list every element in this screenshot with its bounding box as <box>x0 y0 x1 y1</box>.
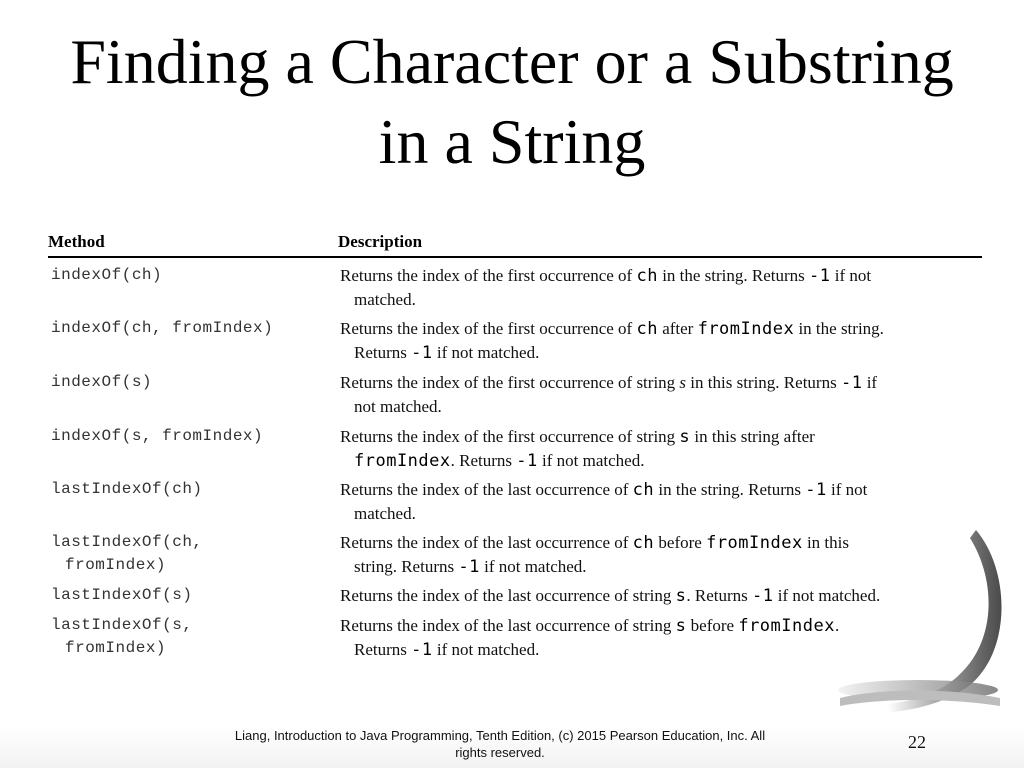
description-text: in this <box>802 533 849 552</box>
method-cell <box>48 614 338 662</box>
table-row <box>48 584 982 608</box>
description-cell <box>338 425 982 473</box>
description-cell <box>338 478 982 525</box>
inline-code: fromIndex <box>354 451 451 471</box>
inline-code: fromIndex <box>738 616 835 636</box>
description-line <box>338 555 982 579</box>
description-text: Returns the index of the first occurrence of string <box>340 373 680 392</box>
slide-title <box>0 22 1024 182</box>
method-signature: indexOf(ch, fromIndex) <box>51 319 274 337</box>
table-row <box>48 614 982 662</box>
description-text: if not matched. <box>773 586 881 605</box>
description-line <box>338 425 982 449</box>
description-text: Returns the index of the last occurrence of <box>340 480 633 499</box>
header-method: Method <box>48 232 105 251</box>
inline-code: -1 <box>411 343 433 363</box>
method-signature: lastIndexOf(s, <box>51 616 193 634</box>
description-line <box>338 317 982 341</box>
description-text: in the string. <box>794 319 884 338</box>
inline-code: ch <box>636 266 658 286</box>
description-text: in this string. Returns <box>686 373 841 392</box>
page-number: 22 <box>908 732 926 752</box>
title-line-1: Finding a Character or a Substring <box>70 26 954 97</box>
table-row <box>48 317 982 365</box>
description-text: in the string. Returns <box>657 266 810 285</box>
description-line <box>338 502 982 525</box>
table-row <box>48 425 982 473</box>
method-cell <box>48 584 338 608</box>
description-text: if not matched. <box>432 640 540 659</box>
description-text: . Returns <box>450 451 517 470</box>
description-text: in the string. Returns <box>654 480 806 499</box>
inline-code: fromIndex <box>706 533 803 553</box>
table-row <box>48 264 982 311</box>
table-header <box>48 224 982 258</box>
description-text: matched. <box>354 504 416 523</box>
description-cell <box>338 264 982 311</box>
method-signature: lastIndexOf(ch) <box>51 480 203 498</box>
description-text: Returns the index of the last occurrence of string <box>340 586 676 605</box>
description-cell <box>338 531 982 579</box>
description-text: if not matched. <box>479 557 587 576</box>
inline-code: fromIndex <box>697 319 795 339</box>
description-line <box>338 371 982 395</box>
description-line <box>338 264 982 288</box>
inline-code: -1 <box>411 640 433 660</box>
description-cell <box>338 371 982 418</box>
description-text: Returns <box>354 640 412 659</box>
description-text: matched. <box>354 290 416 309</box>
description-text: if not <box>830 266 872 285</box>
description-line <box>338 584 982 608</box>
description-text: if <box>862 373 878 392</box>
description-line <box>338 449 982 473</box>
table-row <box>48 531 982 579</box>
footer-line-2: rights reserved. <box>455 745 545 760</box>
description-text: Returns the index of the first occurrence of string <box>340 427 680 446</box>
description-text: not matched. <box>354 397 442 416</box>
title-line-2: in a String <box>378 106 646 177</box>
method-signature: lastIndexOf(s) <box>51 586 193 604</box>
description-line <box>338 478 982 502</box>
inline-code: -1 <box>805 480 827 500</box>
description-text: after <box>657 319 698 338</box>
description-text: string. Returns <box>354 557 459 576</box>
method-cell <box>48 317 338 365</box>
description-text: . Returns <box>686 586 753 605</box>
description-cell <box>338 317 982 365</box>
method-cell <box>48 531 338 579</box>
description-text: . <box>834 616 840 635</box>
description-text: Returns <box>354 343 412 362</box>
description-text: Returns the index of the last occurrence of string <box>340 616 676 635</box>
methods-table <box>48 224 982 660</box>
description-line <box>338 531 982 555</box>
inline-code: ch <box>632 533 655 553</box>
description-line <box>338 395 982 418</box>
description-text: before <box>686 616 739 635</box>
inline-code: ch <box>632 480 655 500</box>
inline-code: -1 <box>752 586 774 606</box>
footer-copyright <box>200 727 800 761</box>
description-text: Returns the index of the first occurrence of <box>340 319 637 338</box>
table-row <box>48 478 982 525</box>
method-signature: indexOf(s, fromIndex) <box>51 427 264 445</box>
method-cell <box>48 264 338 311</box>
inline-code: s <box>675 616 687 636</box>
description-line <box>338 288 982 311</box>
method-cell <box>48 371 338 418</box>
description-text: in this string after <box>690 427 815 446</box>
description-cell <box>338 584 982 608</box>
method-signature: fromIndex) <box>65 639 167 657</box>
method-signature: fromIndex) <box>65 556 167 574</box>
description-text: Returns the index of the last occurrence of <box>340 533 633 552</box>
method-signature: lastIndexOf(ch, <box>51 533 203 551</box>
description-text: Returns the index of the first occurrence of <box>340 266 637 285</box>
description-text: if not matched. <box>537 451 645 470</box>
inline-code: -1 <box>516 451 538 471</box>
italic-term: s <box>679 373 687 392</box>
description-line <box>338 614 982 638</box>
inline-code: -1 <box>809 266 831 286</box>
inline-code: ch <box>636 319 658 339</box>
table-row <box>48 371 982 418</box>
inline-code: s <box>679 427 691 447</box>
description-line <box>338 341 982 365</box>
method-cell <box>48 425 338 473</box>
footer-line-1: Liang, Introduction to Java Programming, Tenth Edition, (c) 2015 Pearson Education, Inc. All <box>234 728 766 743</box>
description-text: if not <box>826 480 868 499</box>
method-cell <box>48 478 338 525</box>
description-cell <box>338 614 982 662</box>
inline-code: -1 <box>840 373 863 393</box>
header-description: Description <box>338 232 423 251</box>
method-signature: indexOf(s) <box>51 373 153 391</box>
inline-code: -1 <box>458 557 480 577</box>
inline-code: s <box>675 586 687 606</box>
description-text: before <box>654 533 707 552</box>
description-line <box>338 638 982 662</box>
description-text: if not matched. <box>432 343 540 362</box>
method-signature: indexOf(ch) <box>51 266 163 284</box>
